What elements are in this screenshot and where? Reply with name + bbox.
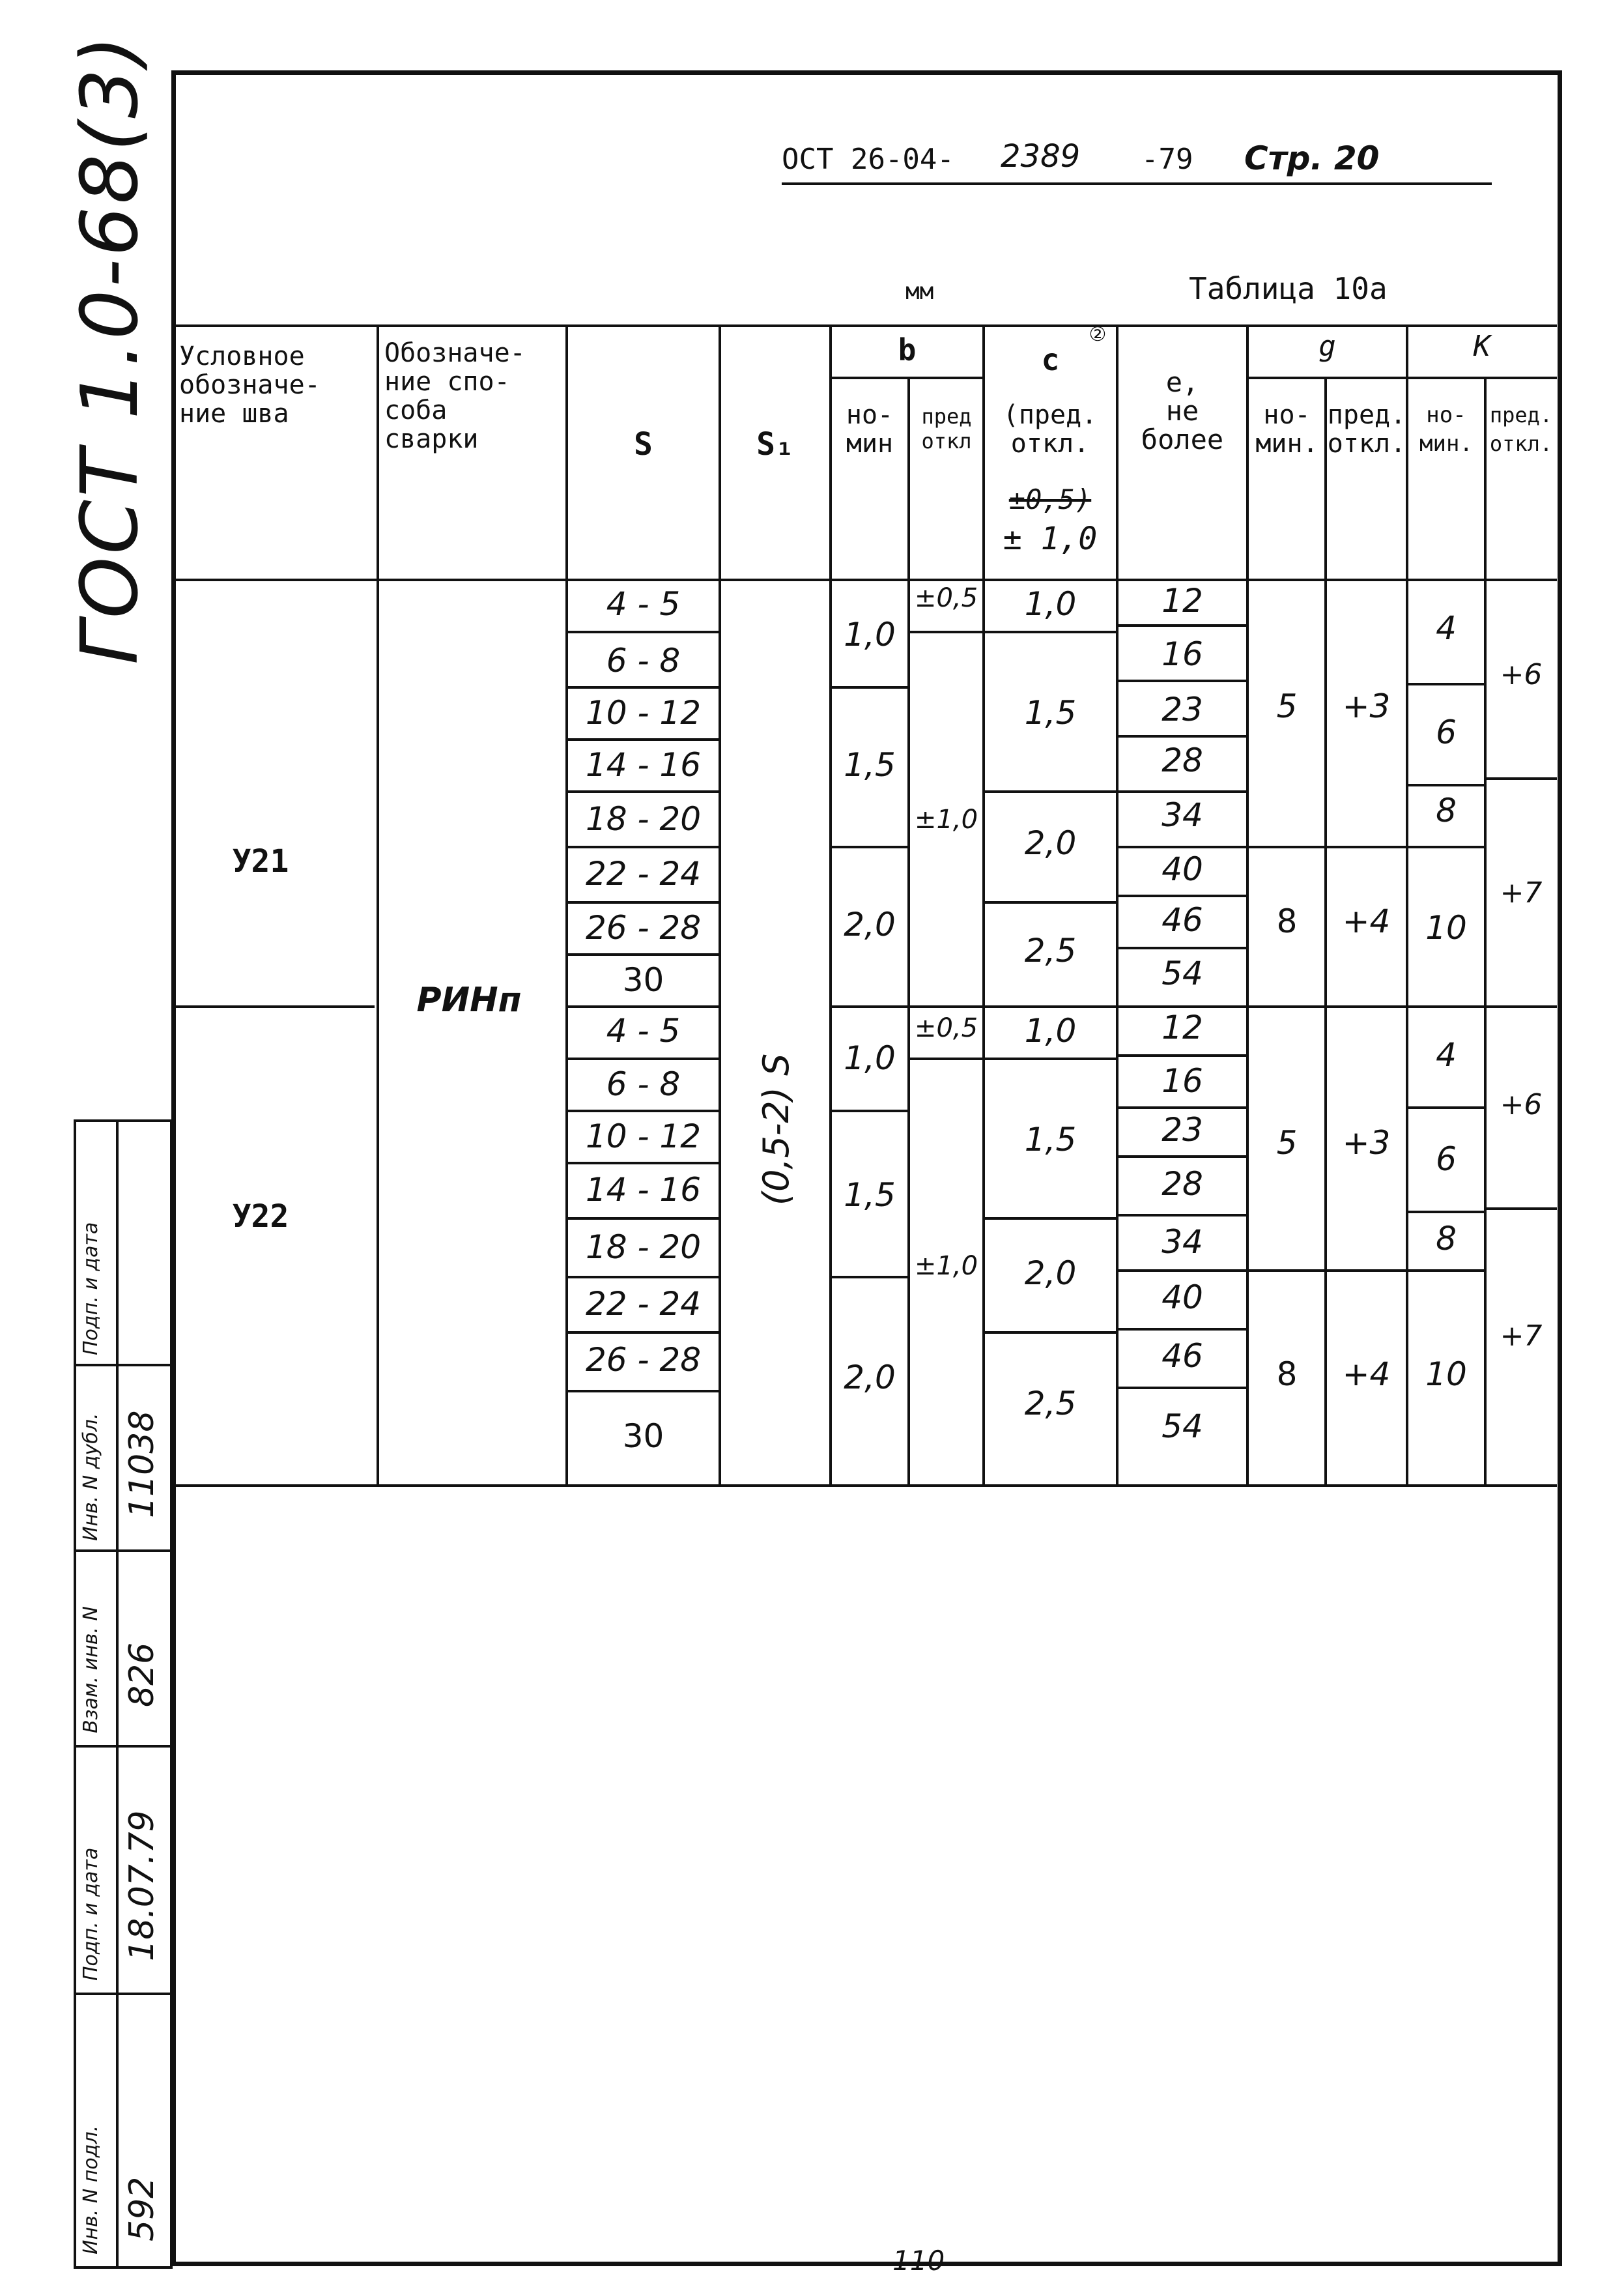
g-dev-value: +4 <box>1342 902 1391 940</box>
header-c-sub: (пред. откл. <box>1003 400 1098 459</box>
b-nom-value: 1,5 <box>844 746 896 784</box>
c-value: 1,5 <box>1024 1121 1077 1159</box>
e-value: 23 <box>1161 1111 1203 1149</box>
method-rinp: РИНп <box>416 981 522 1020</box>
stamp-label-vzam-inv: Взам. инв. N <box>79 1606 102 1733</box>
c-value: 2,0 <box>1024 824 1077 862</box>
e-value: 40 <box>1161 850 1203 888</box>
gost-side-label: ГОСТ 1.0-68(3) <box>65 33 156 665</box>
units-label: мм <box>905 278 934 305</box>
page-label: Стр. 20 <box>1244 139 1380 177</box>
header-b-nom: но- мин <box>846 400 894 459</box>
stamp-label-podp-data-2: Подп. и дата <box>79 1222 102 1355</box>
s1-value: (0,5-2) S <box>756 1053 797 1205</box>
k-nom-value: 4 <box>1436 1036 1457 1074</box>
e-value: 28 <box>1161 1165 1203 1203</box>
header-c-new: ± 1,0 <box>1003 521 1098 557</box>
k-dev-value: +7 <box>1500 1319 1543 1353</box>
joint-u22: У22 <box>232 1198 289 1235</box>
header-c-note: ② <box>1089 323 1107 346</box>
joint-u21: У21 <box>232 843 289 880</box>
k-dev-value: +6 <box>1500 658 1543 691</box>
s-value: 6 - 8 <box>606 642 681 680</box>
stamp-value-inv-dubl: 11038 <box>122 1410 162 1518</box>
e-value: 34 <box>1161 796 1203 834</box>
g-nom-value: 8 <box>1276 902 1298 940</box>
s-value: 10 - 12 <box>585 694 702 732</box>
k-dev-value: +6 <box>1500 1088 1543 1121</box>
e-value: 16 <box>1161 635 1203 673</box>
header-b-dev: пред откл <box>921 404 972 453</box>
e-value: 34 <box>1161 1223 1203 1261</box>
c-value: 2,5 <box>1024 1385 1077 1422</box>
header-e: e, не более <box>1141 366 1224 455</box>
header-s1: S₁ <box>756 426 794 463</box>
s-value: 26 - 28 <box>585 1341 702 1379</box>
c-value: 1,0 <box>1024 585 1077 623</box>
ost-prefix: ОСТ 26-04- <box>782 143 954 176</box>
s-value: 14 - 16 <box>585 1171 702 1209</box>
header-g-nom: но- мин. <box>1255 400 1318 459</box>
b-dev-value: ±1,0 <box>914 1251 978 1281</box>
header-c: c <box>1041 342 1060 377</box>
e-value: 54 <box>1161 955 1203 992</box>
e-value: 12 <box>1161 582 1203 620</box>
header-b: b <box>898 332 917 367</box>
s-value: 18 - 20 <box>585 1228 702 1266</box>
s-value: 30 <box>622 1417 664 1455</box>
header-s: S <box>634 426 653 463</box>
s-value: 26 - 28 <box>585 909 702 947</box>
stamp-label-inv-podl: Инв. N подл. <box>79 2125 102 2254</box>
g-nom-value: 8 <box>1276 1355 1298 1393</box>
g-dev-value: +4 <box>1342 1355 1391 1393</box>
b-nom-value: 2,0 <box>844 906 896 943</box>
stamp-value-date: 18.07.79 <box>122 1810 162 1961</box>
e-value: 28 <box>1161 741 1203 779</box>
s-value: 18 - 20 <box>585 800 702 838</box>
c-value: 2,0 <box>1024 1254 1077 1292</box>
ost-year: -79 <box>1141 143 1193 176</box>
k-nom-value: 10 <box>1425 1355 1467 1393</box>
s-value: 10 - 12 <box>585 1117 702 1155</box>
b-nom-value: 2,0 <box>844 1359 896 1396</box>
s-value: 22 - 24 <box>585 1285 702 1323</box>
k-nom-value: 4 <box>1436 609 1457 647</box>
header-c-old: ±0,5) <box>1008 483 1092 515</box>
e-value: 54 <box>1161 1407 1203 1445</box>
g-dev-value: +3 <box>1342 1124 1391 1162</box>
c-value: 2,5 <box>1024 932 1077 970</box>
c-value: 1,0 <box>1024 1012 1077 1050</box>
k-nom-value: 8 <box>1436 792 1457 829</box>
e-value: 23 <box>1161 691 1203 728</box>
footer-page-number: 110 <box>892 2245 945 2277</box>
header-g: g <box>1318 330 1336 363</box>
s-value: 22 - 24 <box>585 855 702 893</box>
s-value: 30 <box>622 961 664 999</box>
k-nom-value: 6 <box>1436 1140 1457 1178</box>
k-nom-value: 8 <box>1436 1220 1457 1258</box>
b-nom-value: 1,0 <box>844 616 896 654</box>
c-value: 1,5 <box>1024 694 1077 732</box>
s-value: 4 - 5 <box>606 585 681 623</box>
g-nom-value: 5 <box>1276 687 1298 725</box>
b-dev-value: ±1,0 <box>914 805 978 835</box>
header-k-nom: но- мин. <box>1419 402 1473 457</box>
s-value: 14 - 16 <box>585 746 702 784</box>
stamp-value-inv-podl: 592 <box>122 2176 162 2241</box>
header-k-dev: пред. откл. <box>1489 403 1553 456</box>
s-value: 6 - 8 <box>606 1065 681 1103</box>
stamp-label-inv-dubl: Инв. N дубл. <box>79 1413 102 1541</box>
header-method: Обозначе- ние спо- соба сварки <box>384 338 526 454</box>
s-value: 4 - 5 <box>606 1012 681 1050</box>
g-dev-value: +3 <box>1342 687 1391 725</box>
k-nom-value: 6 <box>1436 713 1457 751</box>
e-value: 40 <box>1161 1278 1203 1316</box>
header-g-dev: пред. откл. <box>1327 400 1406 459</box>
table-title: Таблица 10а <box>1189 271 1388 306</box>
e-value: 12 <box>1161 1009 1203 1046</box>
stamp-value-vzam-inv: 826 <box>122 1642 162 1707</box>
header-joint: Условное обозначе- ние шва <box>179 341 321 429</box>
e-value: 16 <box>1161 1062 1203 1100</box>
stamp-label-podp-data: Подп. и дата <box>79 1847 102 1981</box>
k-nom-value: 10 <box>1425 909 1467 947</box>
header-k: K <box>1473 330 1491 363</box>
ost-number: 2389 <box>1001 138 1081 175</box>
b-nom-value: 1,5 <box>844 1176 896 1214</box>
e-value: 46 <box>1161 901 1203 939</box>
b-dev-value: ±0,5 <box>914 583 978 613</box>
g-nom-value: 5 <box>1276 1124 1298 1162</box>
b-nom-value: 1,0 <box>844 1039 896 1077</box>
b-dev-value: ±0,5 <box>914 1013 978 1043</box>
k-dev-value: +7 <box>1500 876 1543 910</box>
e-value: 46 <box>1161 1337 1203 1375</box>
